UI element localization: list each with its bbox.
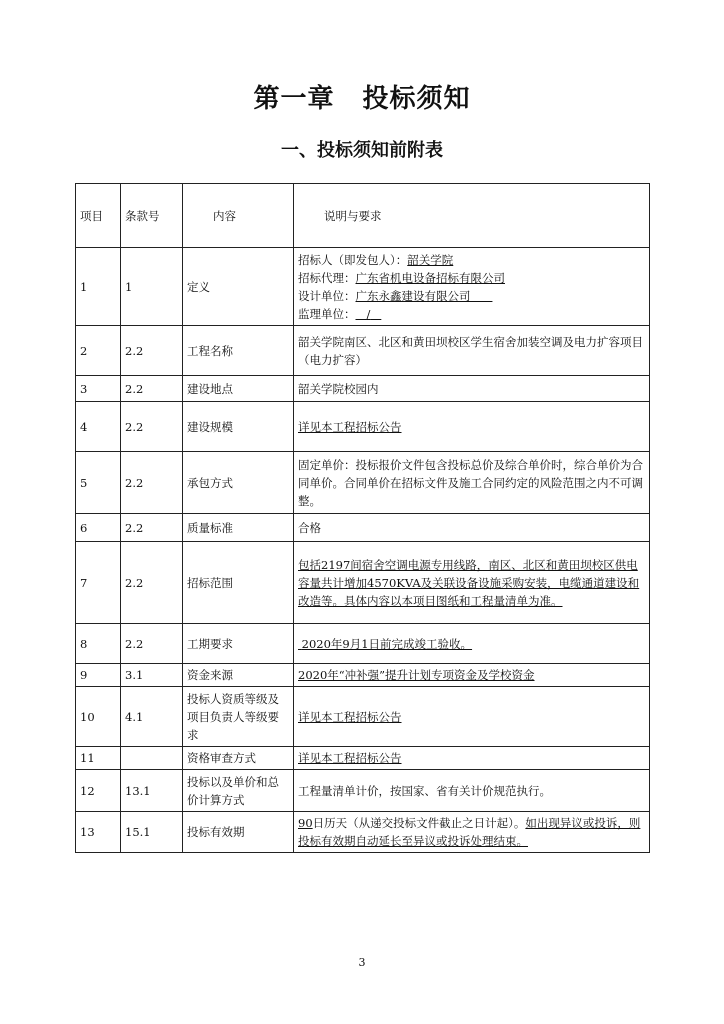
content-cell: 投标以及单价和总价计算方式 <box>183 770 294 812</box>
table-row <box>76 542 650 624</box>
clause-no <box>121 747 183 770</box>
content-cell: 承包方式 <box>183 452 294 514</box>
desc-cell <box>294 812 650 853</box>
table-row <box>76 514 650 542</box>
header-cell: 项目 <box>76 184 121 248</box>
content-cell: 招标范围 <box>183 542 294 624</box>
clause-no: 2.2 <box>121 452 183 514</box>
item-no: 8 <box>76 624 121 664</box>
content-cell: 投标有效期 <box>183 812 294 853</box>
desc-value: 如出现异议或投诉，则投标有效期自动延长至异议或投诉处理结束。 <box>298 816 641 848</box>
item-no: 13 <box>76 812 121 853</box>
desc-line <box>298 251 645 269</box>
item-no: 11 <box>76 747 121 770</box>
content-cell: 资金来源 <box>183 664 294 687</box>
clause-no: 2.2 <box>121 514 183 542</box>
clause-no: 1 <box>121 248 183 326</box>
desc-cell: 详见本工程招标公告 <box>294 687 650 747</box>
desc-label: 招标人（即发包人）： <box>298 252 408 267</box>
item-no: 7 <box>76 542 121 624</box>
table-row <box>76 770 650 812</box>
desc-line <box>298 269 645 287</box>
item-no: 4 <box>76 402 121 452</box>
table-row <box>76 812 650 853</box>
content-cell: 建设规模 <box>183 402 294 452</box>
desc-label: 监理单位： <box>298 306 356 321</box>
desc-label: 设计单位： <box>298 288 356 303</box>
desc-cell: 韶关学院校园内 <box>294 376 650 402</box>
clause-no: 2.2 <box>121 624 183 664</box>
content-cell: 工程名称 <box>183 326 294 376</box>
bid-notice-table <box>75 183 650 853</box>
item-no: 2 <box>76 326 121 376</box>
content-cell: 建设地点 <box>183 376 294 402</box>
clause-no: 4.1 <box>121 687 183 747</box>
desc-cell: 包括2197间宿舍空调电源专用线路，南区、北区和黄田坝校区供电容量共计增加4570KVA及关联设备设施采购安装，电缆通道建设和改造等。具体内容以本项目图纸和工程量清单为准。 <box>294 542 650 624</box>
clause-no: 3.1 <box>121 664 183 687</box>
desc-cell: 工程量清单计价，按国家、省有关计价规范执行。 <box>294 770 650 812</box>
content-cell: 工期要求 <box>183 624 294 664</box>
item-no: 6 <box>76 514 121 542</box>
item-no: 5 <box>76 452 121 514</box>
item-no: 9 <box>76 664 121 687</box>
header-cell: 说明与要求 <box>294 184 650 248</box>
clause-no: 2.2 <box>121 402 183 452</box>
table-row <box>76 248 650 326</box>
table-header-row <box>76 184 650 248</box>
item-no: 1 <box>76 248 121 326</box>
desc-line <box>298 287 645 305</box>
desc-line <box>298 305 645 323</box>
desc-cell <box>294 624 650 664</box>
content-cell: 资格审查方式 <box>183 747 294 770</box>
desc-text: 日历天（从递交投标文件截止之日计起）。 <box>312 816 526 830</box>
chapter-title: 投标须知 <box>362 84 471 114</box>
table-row <box>76 687 650 747</box>
content-cell: 投标人资质等级及项目负责人等级要求 <box>183 687 294 747</box>
desc-cell: 2020年“冲补强”提升计划专项资金及学校资金 <box>294 664 650 687</box>
desc-value: 广东永鑫建设有限公司 <box>355 288 471 303</box>
item-no: 3 <box>76 376 121 402</box>
desc-value: 2020年9月1日前完成竣工验收。 <box>301 636 473 651</box>
desc-cell: 合格 <box>294 514 650 542</box>
desc-cell: 固定单价：投标报价文件包含投标总价及综合单价时，综合单价为合同单价。合同单价在招标文件及施工合同约定的风险范围之内不可调整。 <box>294 452 650 514</box>
section-title: 一、投标须知前附表 <box>281 140 443 161</box>
desc-value: 90 <box>298 816 313 830</box>
desc-value: / <box>366 306 371 321</box>
table-row <box>76 326 650 376</box>
table-row <box>76 747 650 770</box>
table-row <box>76 624 650 664</box>
content-cell: 定义 <box>183 248 294 326</box>
desc-cell: 韶关学院南区、北区和黄田坝校区学生宿舍加装空调及电力扩容项目（电力扩容） <box>294 326 650 376</box>
chapter-number: 第一章 <box>253 84 335 114</box>
clause-no: 13.1 <box>121 770 183 812</box>
table-row <box>76 376 650 402</box>
desc-cell: 详见本工程招标公告 <box>294 747 650 770</box>
desc-cell <box>294 248 650 326</box>
desc-value: 韶关学院 <box>407 252 454 267</box>
header-cell: 内容 <box>183 184 294 248</box>
desc-label: 招标代理： <box>298 270 356 285</box>
item-no: 12 <box>76 770 121 812</box>
item-no: 10 <box>76 687 121 747</box>
table-row <box>76 452 650 514</box>
desc-cell: 详见本工程招标公告 <box>294 402 650 452</box>
content-cell: 质量标准 <box>183 514 294 542</box>
clause-no: 15.1 <box>121 812 183 853</box>
table-row <box>76 402 650 452</box>
chapter-heading <box>0 78 724 115</box>
clause-no: 2.2 <box>121 326 183 376</box>
clause-no: 2.2 <box>121 542 183 624</box>
header-cell: 条款号 <box>121 184 183 248</box>
desc-value: 广东省机电设备招标有限公司 <box>355 270 505 285</box>
clause-no: 2.2 <box>121 376 183 402</box>
page-number: 3 <box>358 956 366 969</box>
table-row <box>76 664 650 687</box>
